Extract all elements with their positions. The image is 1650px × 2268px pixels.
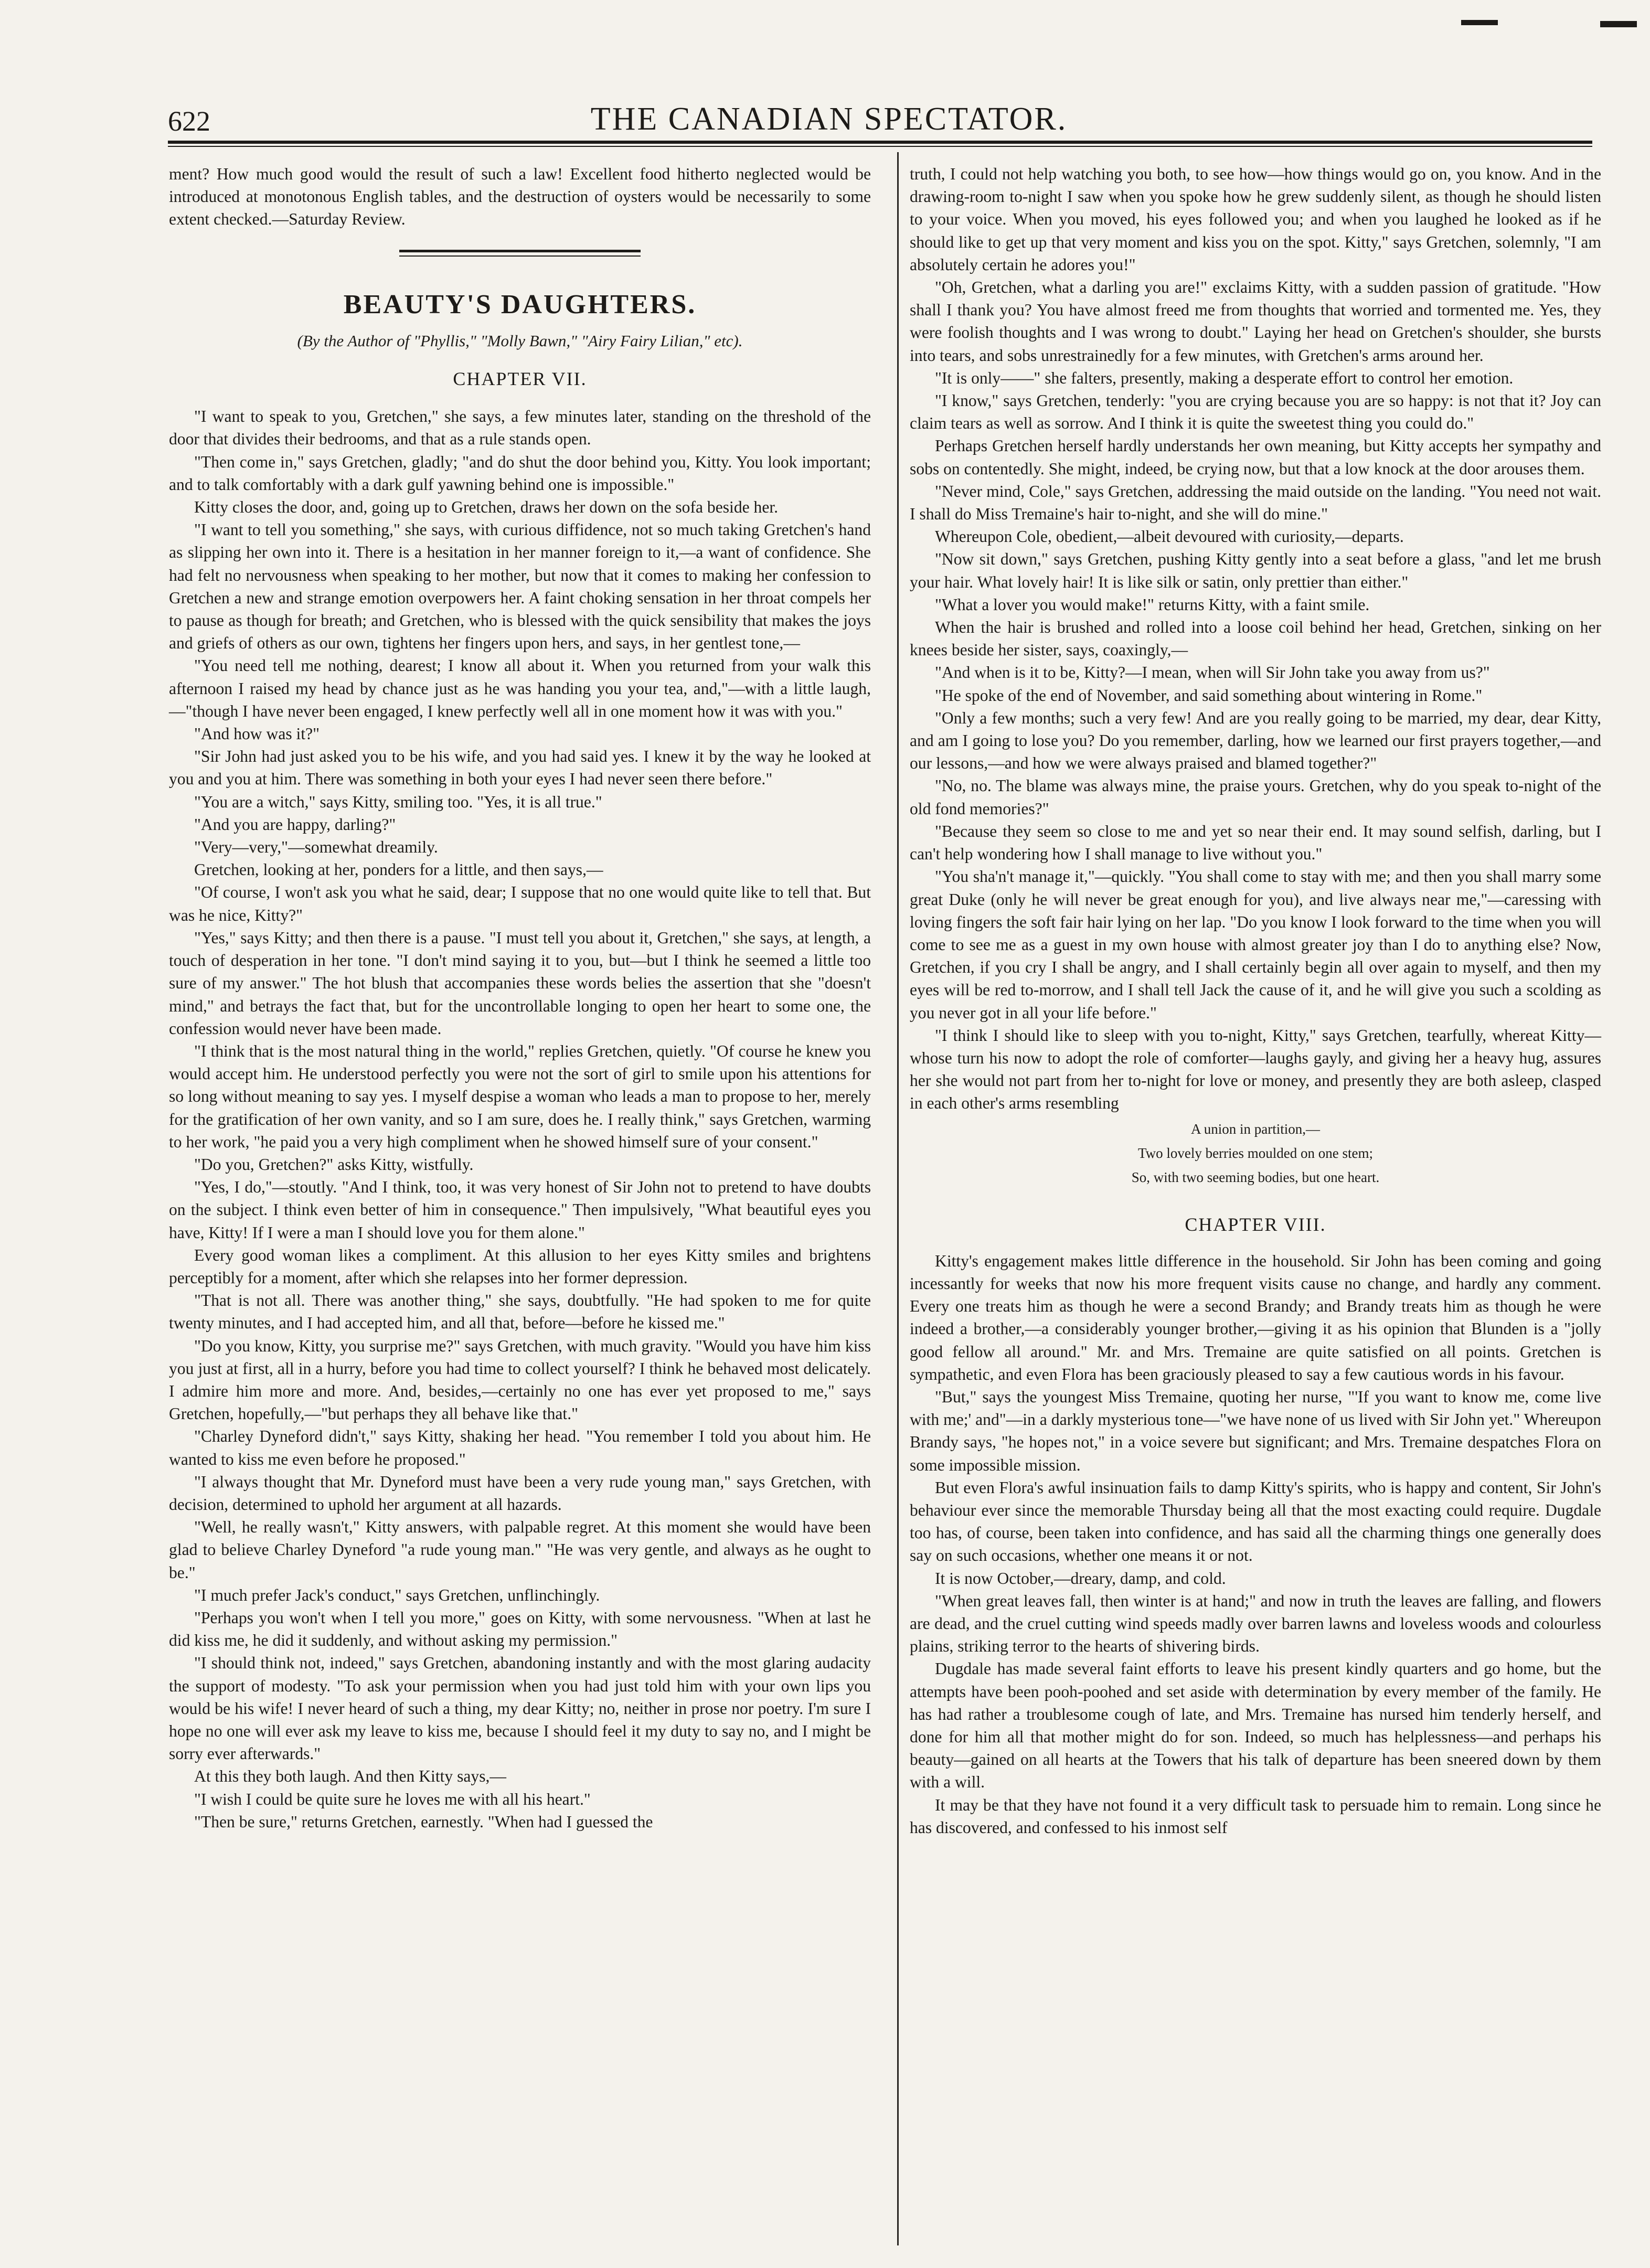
paragraph: "When great leaves fall, then winter is at hand;" and now in truth the leaves are falling, and flowers are dead, and the cruel cutting wind speeds madly over barren lawns and loveless woods and colourless plains, striking terror to the hearts of shivering birds. — [910, 1591, 1601, 1656]
right-body-2 — [910, 1250, 1601, 1839]
paragraph: "And you are happy, darling?" — [194, 815, 396, 834]
paragraph: It is now October,—dreary, damp, and cold. — [935, 1569, 1226, 1588]
paragraph: "Of course, I won't ask you what he said, dear; I suppose that no one would quite like to tell that. But was he nice, Kitty?" — [169, 883, 871, 924]
paragraph: truth, I could not help watching you both, to see how—how things would go on, you know. And in the drawing-room to-night I saw when you spoke how he grew suddenly silent, as though he should listen to your voice. When you moved, his eyes followed you; and when you laughed he looked as if he should like to get up that very moment and kiss you on the spot. Kitty," says Gretchen, solemnly, "I am absolutely certain he adores you!" — [910, 165, 1601, 274]
paragraph: Perhaps Gretchen herself hardly understands her own meaning, but Kitty accepts her sympathy and sobs on contentedly. She might, indeed, be crying now, but that a low knock at the door arouses them. — [910, 436, 1601, 478]
paragraph: "Perhaps you won't when I tell you more," goes on Kitty, with some nervousness. "When at last he did kiss me, he did it suddenly, and without asking my permission." — [169, 1608, 871, 1650]
paragraph: "I want to tell you something," she says, with curious diffidence, not so much taking Gretchen's hand as slipping her own into it. There is a hesitation in her manner foreign to it,—a want of confidence. She had felt no nervousness when speaking to her mother, but now that it comes to making her confession to Gretchen a new and strange emotion overpowers her. A faint choking sensation in her throat compels her to pause as though for breath; and Gretchen, who is blessed with the quick sensibility that makes the joys and griefs of others as our own, tightens her fingers upon hers, and says, in her gentlest tone,— — [169, 520, 871, 653]
paragraph: "Do you know, Kitty, you surprise me?" says Gretchen, with much gravity. "Would you have him kiss you just at first, all in a hurry, before you had time to collect yourself? I think he behaved most delicately. I admire him more and more. And, besides,—certainly no one has ever yet proposed to me," says Gretchen, hopefully,—"but perhaps they all behave like that." — [169, 1336, 871, 1423]
paragraph: "And when is it to be, Kitty?—I mean, when will Sir John take you away from us?" — [935, 663, 1490, 682]
paragraph: "No, no. The blame was always mine, the praise yours. Gretchen, why do you speak to-night of the old fond memories?" — [910, 776, 1601, 818]
paragraph: "Now sit down," says Gretchen, pushing Kitty gently into a seat before a glass, "and let me brush your hair. What lovely hair! It is like silk or satin, only prettier than either." — [910, 550, 1601, 591]
paragraph: "Well, he really wasn't," Kitty answers, with palpable regret. At this moment she would have been glad to believe Charley Dyneford "a rude young man." "He was very gentle, and always as he ought to be." — [169, 1518, 871, 1582]
paragraph: "What a lover you would make!" returns Kitty, with a faint smile. — [935, 595, 1370, 614]
paragraph: It may be that they have not found it a very difficult task to persuade him to remain. Long since he has discovered, and confessed to his inmost self — [910, 1795, 1601, 1837]
paragraph: "Then come in," says Gretchen, gladly; "and do shut the door behind you, Kitty. You look important; and to talk comfortably with a dark gulf yawning behind one is impossible." — [169, 452, 871, 494]
story-byline: (By the Author of "Phyllis," "Molly Bawn," "Airy Fairy Lilian," etc). — [297, 331, 743, 350]
paragraph: "I wish I could be quite sure he loves me with all his heart." — [194, 1790, 591, 1808]
paragraph: "Oh, Gretchen, what a darling you are!" exclaims Kitty, with a sudden passion of gratitude. "How shall I thank you? You have almost freed me from thoughts that worried and tormented me. Yes, they were foolish thoughts and I was wrong to doubt." Laying her head on Gretchen's shoulder, she bursts into tears, and sobs unrestrainedly for a few minutes, with Gretchen's arms around her. — [910, 278, 1601, 365]
paragraph: "Only a few months; such a very few! And are you really going to be married, my dear, dear Kitty, and am I going to lose you? Do you remember, darling, how we learned our first prayers together,—and our lessons,—and how we were always praised and blamed together?" — [910, 708, 1601, 773]
paragraph: Kitty closes the door, and, going up to Gretchen, draws her down on the sofa beside her. — [194, 498, 779, 517]
paragraph: Gretchen, looking at her, ponders for a little, and then says,— — [194, 860, 603, 879]
verse-line: A union in partition,— — [1191, 1121, 1320, 1137]
paragraph: When the hair is brushed and rolled into a loose coil behind her head, Gretchen, sinking on her knees beside her sister, says, coaxingly,— — [910, 618, 1601, 659]
paragraph: At this they both laugh. And then Kitty says,— — [194, 1767, 506, 1786]
paragraph: "I much prefer Jack's conduct," says Gretchen, unflinchingly. — [194, 1585, 600, 1604]
verse-line: So, with two seeming bodies, but one heart. — [1131, 1169, 1380, 1185]
paragraph: "He spoke of the end of November, and said something about wintering in Rome." — [935, 686, 1483, 705]
right-body-1 — [910, 163, 1601, 1115]
paragraph: "It is only——" she falters, presently, making a desperate effort to control her emotion. — [935, 368, 1514, 387]
paragraph: "You sha'n't manage it,"—quickly. "You shall come to stay with me; and then you shall marry some great Duke (only he will never be great enough for you), and live always near me,"—caressing with loving fingers the soft fair hair lying on her lap. "Do you know I look forward to the time when you will come to see me as a guest in my own house with almost greater joy than I do to anything else? Now, Gretchen, if you cry I shall be angry, and I shall certainly begin all over again to myself, and then my eyes will be red to-morrow, and I shall tell Jack the cause of it, and he will give you such a scolding as you never got in all your life before." — [910, 867, 1601, 1022]
paragraph: "Very—very,"—somewhat dreamily. — [194, 838, 438, 857]
left-body — [169, 405, 871, 1833]
paragraph: "Yes," says Kitty; and then there is a pause. "I must tell you about it, Gretchen," she says, at length, a touch of desperation in her tone. "I don't mind saying it to you, but—but I think he seemed a little too sure of my answer." The hot blush that accompanies these words belies the assertion that she "doesn't mind," and betrays the fact that, but for the uncontrollable longing to open her heart to some one, the confession would never have been made. — [169, 928, 871, 1038]
corner-mark-1 — [1461, 20, 1498, 25]
article-separator-thin — [399, 255, 641, 257]
column-left — [169, 163, 871, 1833]
paragraph: "You need tell me nothing, dearest; I know all about it. When you returned from your walk this afternoon I raised my head by chance just as he was handing you your tea, and,"—with a little laugh,—"though I have never been engaged, I knew perfectly well all in one moment how it was with you." — [169, 656, 871, 720]
column-divider — [897, 152, 899, 2245]
chapter-heading-2: CHAPTER VIII. — [1185, 1213, 1326, 1235]
story-title: BEAUTY'S DAUGHTERS. — [343, 289, 697, 320]
paragraph: "Charley Dyneford didn't," says Kitty, shaking her head. "You remember I told you about him. He wanted to kiss me even before he proposed." — [169, 1427, 871, 1468]
paragraph: "Because they seem so close to me and yet so near their end. It may sound selfish, darling, but I can't help wondering how I shall manage to live without you." — [910, 822, 1601, 864]
page-number: 622 — [168, 105, 210, 137]
paragraph: "And how was it?" — [194, 725, 320, 743]
paragraph: Kitty's engagement makes little difference in the household. Sir John has been coming and going incessantly for weeks that now his more frequent visits cause no change, and hardly any comment. Every one treats him as though he were a second Brandy; and Brandy treats him as though he were indeed a brother,—a considerably younger brother,—giving it as his opinion that Blunden is a "jolly good fellow all around." Mr. and Mrs. Tremaine are quite satisfied on all points. Gretchen is sympathetic, and even Flora has been graciously pleased to say a few cautious words in his favour. — [910, 1251, 1601, 1383]
running-head: THE CANADIAN SPECTATOR. — [590, 101, 1068, 137]
verse-block — [910, 1119, 1601, 1187]
paragraph: "Yes, I do,"—stoutly. "And I think, too, it was very honest of Sir John not to pretend to have doubts on the subject. I think even better of him in consequence." Then impulsively, "What beautiful eyes you have, Kitty! If I were a man I should love you for them alone." — [169, 1178, 871, 1242]
previous-article-ending: ment? How much good would the result of such a law! Excellent food hitherto neglected would be introduced at monotonous English tables, and the destruction of oysters would be necessarily to some extent checked.—Saturday Review. — [169, 165, 871, 229]
paragraph: "That is not all. There was another thing," she says, doubtfully. "He had spoken to me for quite twenty minutes, and I had accepted him, and all that, before—before he kissed me." — [169, 1291, 871, 1333]
paragraph: Whereupon Cole, obedient,—albeit devoured with curiosity,—departs. — [935, 527, 1404, 546]
header-rule — [168, 141, 1592, 144]
paragraph: "I know," says Gretchen, tenderly: "you are crying because you are so happy: is not that it? Joy can claim tears as well as sorrow. And I think it is quite the sweetest thing you could do." — [910, 391, 1601, 433]
paragraph: "I always thought that Mr. Dyneford must have been a very rude young man," says Gretchen, with decision, determined to uphold her argument at all hazards. — [169, 1472, 871, 1514]
paragraph: Dugdale has made several faint efforts to leave his present kindly quarters and go home, but the attempts have been pooh-poohed and set aside with determination by every member of the family. He has had rather a troublesome cough of late, and Mrs. Tremaine has nursed him tenderly herself, and done for him all that mother might do for son. Indeed, so much has helplessness—and perhaps his beauty—gained on all hearts at the Towers that his talk of departure has been sneered down by them with a will. — [910, 1659, 1601, 1792]
paragraph: But even Flora's awful insinuation fails to damp Kitty's spirits, who is happy and content, Sir John's behaviour ever since the memorable Thursday being all that the most exacting could require. Dugdale too has, of course, been taken into confidence, and has said all the charming things one generally does say on such occasions, whether one means it or not. — [910, 1478, 1601, 1565]
paragraph: "Never mind, Cole," says Gretchen, addressing the maid outside on the landing. "You need not wait. I shall do Miss Tremaine's hair to-night, and she will do mine." — [910, 482, 1601, 524]
verse-line: Two lovely berries moulded on one stem; — [1137, 1145, 1374, 1161]
paragraph: "I think that is the most natural thing in the world," replies Gretchen, quietly. "Of course he knew you would accept him. He understood perfectly you were not the sort of girl to smile upon his attentions for so long without meaning to say yes. I myself despise a woman who leads a man to propose to her, merely for the gratification of her own vanity, and so I am sure, does he. I really think," says Gretchen, warming to her work, "he paid you a very high compliment when he showed himself sure of your consent." — [169, 1041, 871, 1151]
paragraph: "Then be sure," returns Gretchen, earnestly. "When had I guessed the — [194, 1812, 653, 1831]
paragraph: "I think I should like to sleep with you to-night, Kitty," says Gretchen, tearfully, whereat Kitty—whose turn his now to adopt the role of comforter—laughs gayly, and giving her a heavy hug, assures her she would not part from her to-night for love or money, and presently they are both asleep, clasped in each other's arms resembling — [910, 1026, 1601, 1113]
header-rule-thin — [168, 146, 1592, 147]
paragraph: "I should think not, indeed," says Gretchen, abandoning instantly and with the most glaring audacity the support of modesty. "To ask your permission when you had just told him with your own lips you would be his wife! I never heard of such a thing, my dear Kitty; no, neither in prose nor poetry. I'm sure I hope no one will ever ask my leave to kiss me, because I should feel it my duty to say no, and I might be sorry ever afterwards." — [169, 1654, 871, 1763]
article-separator — [399, 250, 641, 252]
paragraph: "Sir John had just asked you to be his wife, and you had said yes. I knew it by the way he looked at you and you at him. There was something in both your eyes I had never seen there before." — [169, 747, 871, 789]
paragraph: "Do you, Gretchen?" asks Kitty, wistfully. — [194, 1155, 474, 1174]
paragraph: "But," says the youngest Miss Tremaine, quoting her nurse, "'If you want to know me, come live with me;' and"—in a darkly mysterious tone—"we have none of us lived with Sir John yet." Whereupon Brandy says, "he hopes not," in a voice severe but significant; and Mrs. Tremaine despatches Flora on some impossible mission. — [910, 1387, 1601, 1474]
column-right — [910, 163, 1601, 1839]
paragraph: "You are a witch," says Kitty, smiling too. "Yes, it is all true." — [194, 792, 602, 811]
chapter-heading: CHAPTER VII. — [453, 368, 587, 390]
corner-mark-2 — [1600, 21, 1637, 27]
paragraph: Every good woman likes a compliment. At this allusion to her eyes Kitty smiles and brightens perceptibly for a moment, after which she relapses into her former depression. — [169, 1245, 871, 1287]
paragraph: "I want to speak to you, Gretchen," she says, a few minutes later, standing on the threshold of the door that divides their bedrooms, and that as a rule stands open. — [169, 407, 871, 449]
